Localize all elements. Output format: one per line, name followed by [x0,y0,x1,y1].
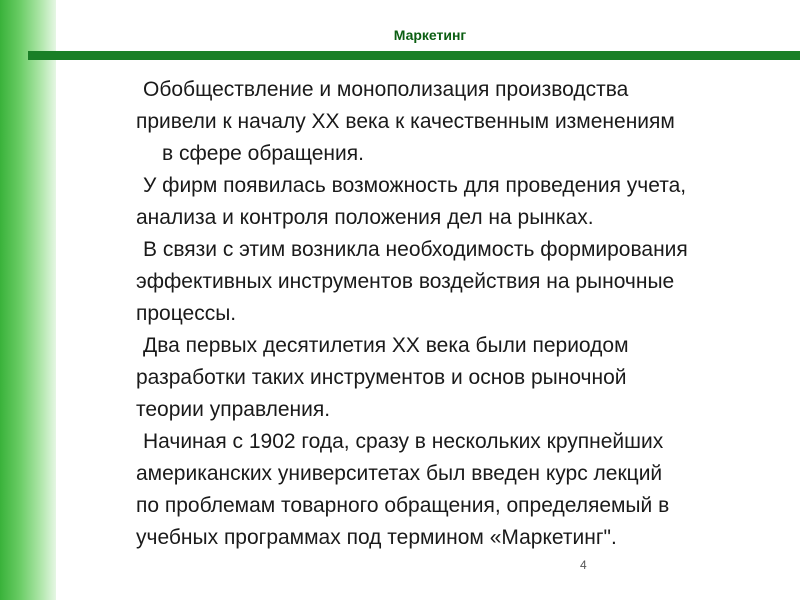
title-divider [28,51,800,60]
text-line: американских университетах был введен курс лекций [136,462,663,485]
text-line: разработки таких инструментов и основ рыночной [136,366,627,389]
text-line: учебных программах под термином «Маркетинг". [136,526,617,549]
text-line: Начиная с 1902 года, сразу в нескольких крупнейших [143,430,664,453]
text-line: У фирм появилась возможность для проведения учета, [143,174,687,197]
text-line: анализа и контроля положения дел на рынках. [136,206,594,229]
page-number: 4 [580,558,587,572]
text-line: привели к началу XX века к качественным изменениям [136,110,675,133]
text-line: эффективных инструментов воздействия на рыночные [136,270,675,293]
text-line: в сфере обращения. [162,142,364,165]
text-line: В связи с этим возникла необходимость формирования [143,238,688,261]
slide-body-text [136,74,776,554]
text-line: теории управления. [136,398,331,421]
text-line: Обобществление и монополизация производства [143,78,629,101]
text-line: по проблемам товарного обращения, определяемый в [136,494,670,517]
text-line: процессы. [136,302,237,325]
text-line: Два первых десятилетия XX века были периодом [143,334,629,357]
slide-title: Маркетинг [393,27,467,43]
side-gradient-bar [0,0,56,600]
